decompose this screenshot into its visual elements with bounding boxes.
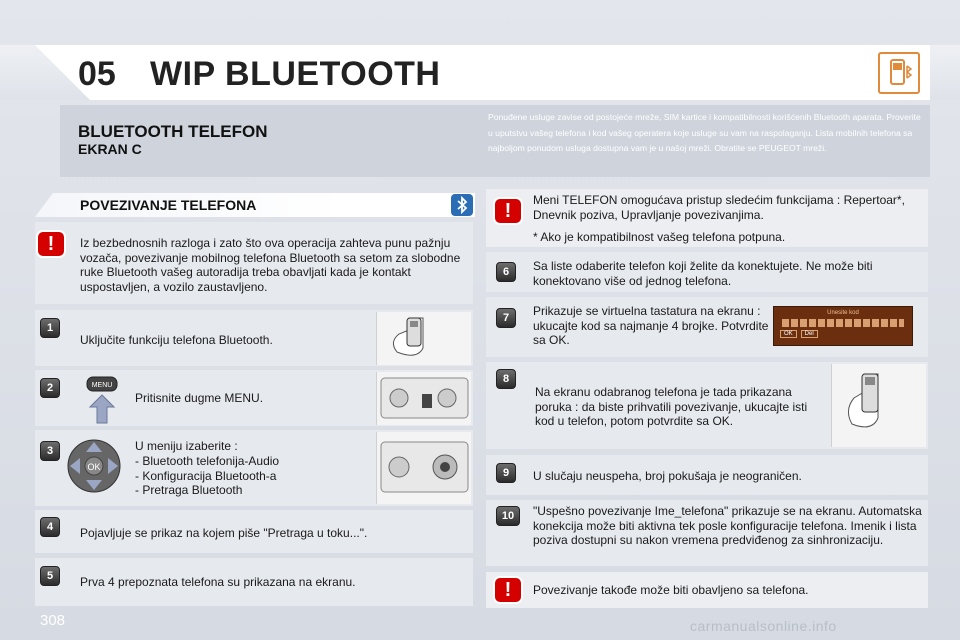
menu-option: - Pretraga Bluetooth [135, 483, 243, 497]
intro-subtitle: EKRAN C [78, 141, 142, 157]
step-3-menu-list [135, 454, 279, 498]
step-4-badge: 4 [40, 517, 60, 537]
step-6-text: Sa liste odaberite telefon koji želite da konektujete. Ne može biti konektovano više od jednog telefona. [533, 259, 873, 288]
keyboard-digit-row [782, 319, 904, 327]
radio-ok-image [376, 432, 471, 504]
step-7-badge: 7 [496, 308, 516, 328]
step-1-text: Uključite funkciju telefona Bluetooth. [80, 333, 273, 347]
phone-hand-image [376, 312, 471, 365]
step-8-text: Na ekranu odabranog telefona je tada prikazana poruka : da biste prihvatili povezivanje, ukucajte isti kod u telefon, potom potvrdite sa OK. [535, 385, 808, 428]
warning-icon: ! [495, 199, 521, 223]
radio-menu-image [376, 372, 471, 425]
step-10-badge: 10 [496, 506, 520, 526]
warning-text-right: Meni TELEFON omogućava pristup sledećim funkcijama : Repertoar*, Dnevnik poziva, Upravljanje povezivanjima. [533, 193, 905, 222]
bluetooth-phone-icon [878, 52, 920, 94]
step-2-badge: 2 [40, 378, 60, 398]
step-9-text: U slučaju neuspeha, broj pokušaja je neograničen. [533, 469, 802, 483]
step-9-badge: 9 [496, 463, 516, 483]
warning-text-bottom: Povezivanje takođe može biti obavljeno sa telefona. [533, 583, 809, 597]
menu-button-label: MENU [91, 382, 113, 389]
step-1-badge: 1 [40, 318, 60, 338]
step-2-text: Pritisnite dugme MENU. [135, 391, 264, 405]
step-8-badge: 8 [496, 369, 516, 389]
step-3-intro: U meniju izaberite : [135, 439, 238, 453]
bluetooth-icon [451, 194, 473, 216]
menu-option: - Konfiguracija Bluetooth-a [135, 468, 277, 483]
warning-icon: ! [38, 232, 64, 256]
watermark: carmanualsonline.info [690, 618, 837, 634]
chapter-title: WIP BLUETOOTH [150, 55, 441, 93]
intro-note: Ponuđene usluge zavise od postojeće mreže, SIM kartice i kompatibilnosti korišćenih Bluetooth aparata. Proverite u uputstvu vašeg telefona i kod vašeg operatera koje usluge su vam na raspolaganju. Lista mobilnih telefona sa najboljom ponudom usluga dostupna vam je u našoj mreži. Obratite se PEUGEOT mreži. [488, 112, 921, 153]
keyboard-del-button: Del [801, 330, 818, 338]
warning-footnote: * Ako je kompatibilnost vašeg telefona potpuna. [533, 230, 786, 244]
keyboard-ok-button: OK [780, 330, 797, 338]
step-5-text: Prva 4 prepoznata telefona su prikazana na ekranu. [80, 575, 356, 589]
step-4-text: Pojavljuje se prikaz na kojem piše "Pretraga u toku...". [80, 526, 368, 540]
section-title: POVEZIVANJE TELEFONA [80, 197, 257, 213]
ok-joystick-icon [66, 438, 122, 494]
intro-title: BLUETOOTH TELEFON [78, 122, 268, 141]
menu-option: - Bluetooth telefonija-Audio [135, 454, 280, 468]
warning-text-left: Iz bezbednosnih razloga i zato što ova operacija zahteva punu pažnju vozača, povezivanje mobilnog telefona Bluetooth sa setom za slobodne ruke Bluetooth vašeg autoradija treba obavljati kada je kontakt uspostavljen, a vozilo zaustavljeno. [80, 236, 461, 294]
menu-button-icon [86, 375, 118, 425]
step-5-badge: 5 [40, 566, 60, 586]
ok-button-label: OK [87, 462, 101, 472]
step-7-text: Prikazuje se virtuelna tastatura na ekranu : ukucajte kod sa najmanje 4 brojke. Potvrdite sa OK. [533, 304, 769, 347]
page-number: 308 [40, 612, 66, 629]
chapter-number: 05 [78, 55, 116, 93]
virtual-keyboard-screen [773, 306, 913, 346]
step-10-text: "Uspešno povezivanje Ime_telefona" prikazuje se na ekranu. Automatska konekcija može biti aktivna tek posle konfiguracije telefona. Imenik i lista poziva dostupni su nakon vremena predviđenog za sinhronizaciju. [533, 504, 922, 547]
step-6-badge: 6 [496, 262, 516, 282]
warning-icon: ! [495, 578, 521, 602]
step-3-badge: 3 [40, 441, 60, 461]
keyboard-screen-label: Unesite kod [827, 310, 859, 316]
phone-hand-image [831, 364, 926, 447]
